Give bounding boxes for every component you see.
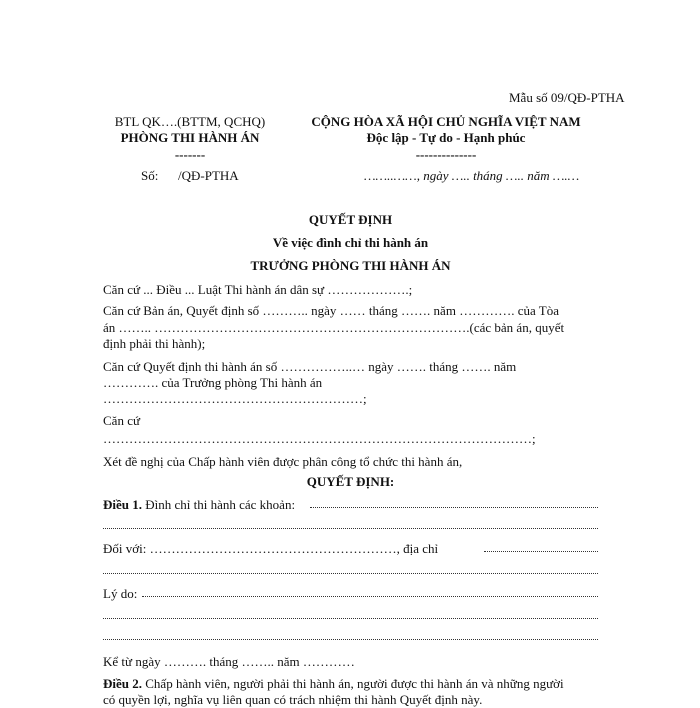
article2-label: Điều 2. [103,676,142,691]
article2-text-1: Chấp hành viên, người phải thi hành án, người được thi hành án và những người [145,676,564,691]
to-label: Đối với: [103,541,147,556]
dotted-line [103,573,598,574]
basis-decision-2: …………. của Trưởng phòng Thi hành án [103,375,323,390]
reason-label: Lý do: [103,586,138,601]
issuer: TRƯỞNG PHÒNG THI HÀNH ÁN [250,258,451,273]
to-mid: …………………………………………………, địa chỉ [149,541,439,556]
article1-label: Điều 1. [103,497,142,512]
number-value: /QĐ-PTHA [178,168,239,183]
dotted-line [103,618,598,619]
basis-decision-1: Căn cứ Quyết định thi hành án số ……………..… ngày ……. tháng ……. năm [103,359,517,374]
from-date: Kể từ ngày ………. tháng …….. năm ………… [103,654,355,669]
dotted-fill [310,507,598,508]
dept-line: PHÒNG THI HÀNH ÁN [120,130,260,145]
basis-other-2: ………………………………………………………………………………………; [103,431,536,446]
article1-text: Đình chỉ thi hành các khoản: [145,497,296,512]
left-underline: ------- [174,147,206,162]
article1-line [103,497,295,513]
form-code: Mẫu số 09/QĐ-PTHA [509,90,625,105]
basis-other-1: Căn cứ [103,413,141,428]
basis-judgment-2: án …….. ……………………………………………………………….(các bản án, quyết [103,320,565,335]
dotted-fill [142,596,598,597]
number-label: Số: [141,168,159,183]
dotted-fill [484,551,598,552]
article1-to-line [103,541,438,557]
decides-heading: QUYẾT ĐỊNH: [306,474,395,489]
right-underline: -------------- [415,147,477,162]
basis-judgment-3: định phải thi hành); [103,336,206,351]
article2-line [103,676,564,692]
basis-judgment-1: Căn cứ Bản án, Quyết định số ……….. ngày …… tháng ……. năm …………. của Tòa [103,303,559,318]
basis-decision-3: ……………………………………………………; [103,391,367,406]
article2-text-2: có quyền lợi, nghĩa vụ liên quan có trách nhiệm thi hành Quyết định này. [103,692,483,707]
basis-law: Căn cứ ... Điều ... Luật Thi hành án dân sự ……………….; [103,282,413,297]
dotted-line [103,528,598,529]
dotted-line [103,639,598,640]
doc-title: QUYẾT ĐỊNH [308,212,393,227]
motto-line: Độc lập - Tự do - Hạnh phúc [366,130,526,145]
nation-line: CỘNG HÒA XÃ HỘI CHỦ NGHĨA VIỆT NAM [311,114,581,129]
org-line: BTL QK….(BTTM, QCHQ) [114,114,266,129]
doc-subject: Về việc đình chỉ thi hành án [272,235,429,250]
proposal: Xét đề nghị của Chấp hành viên được phân công tổ chức thi hành án, [103,454,463,469]
date-line: ……..……, ngày ….. tháng ….. năm ….… [364,168,580,183]
